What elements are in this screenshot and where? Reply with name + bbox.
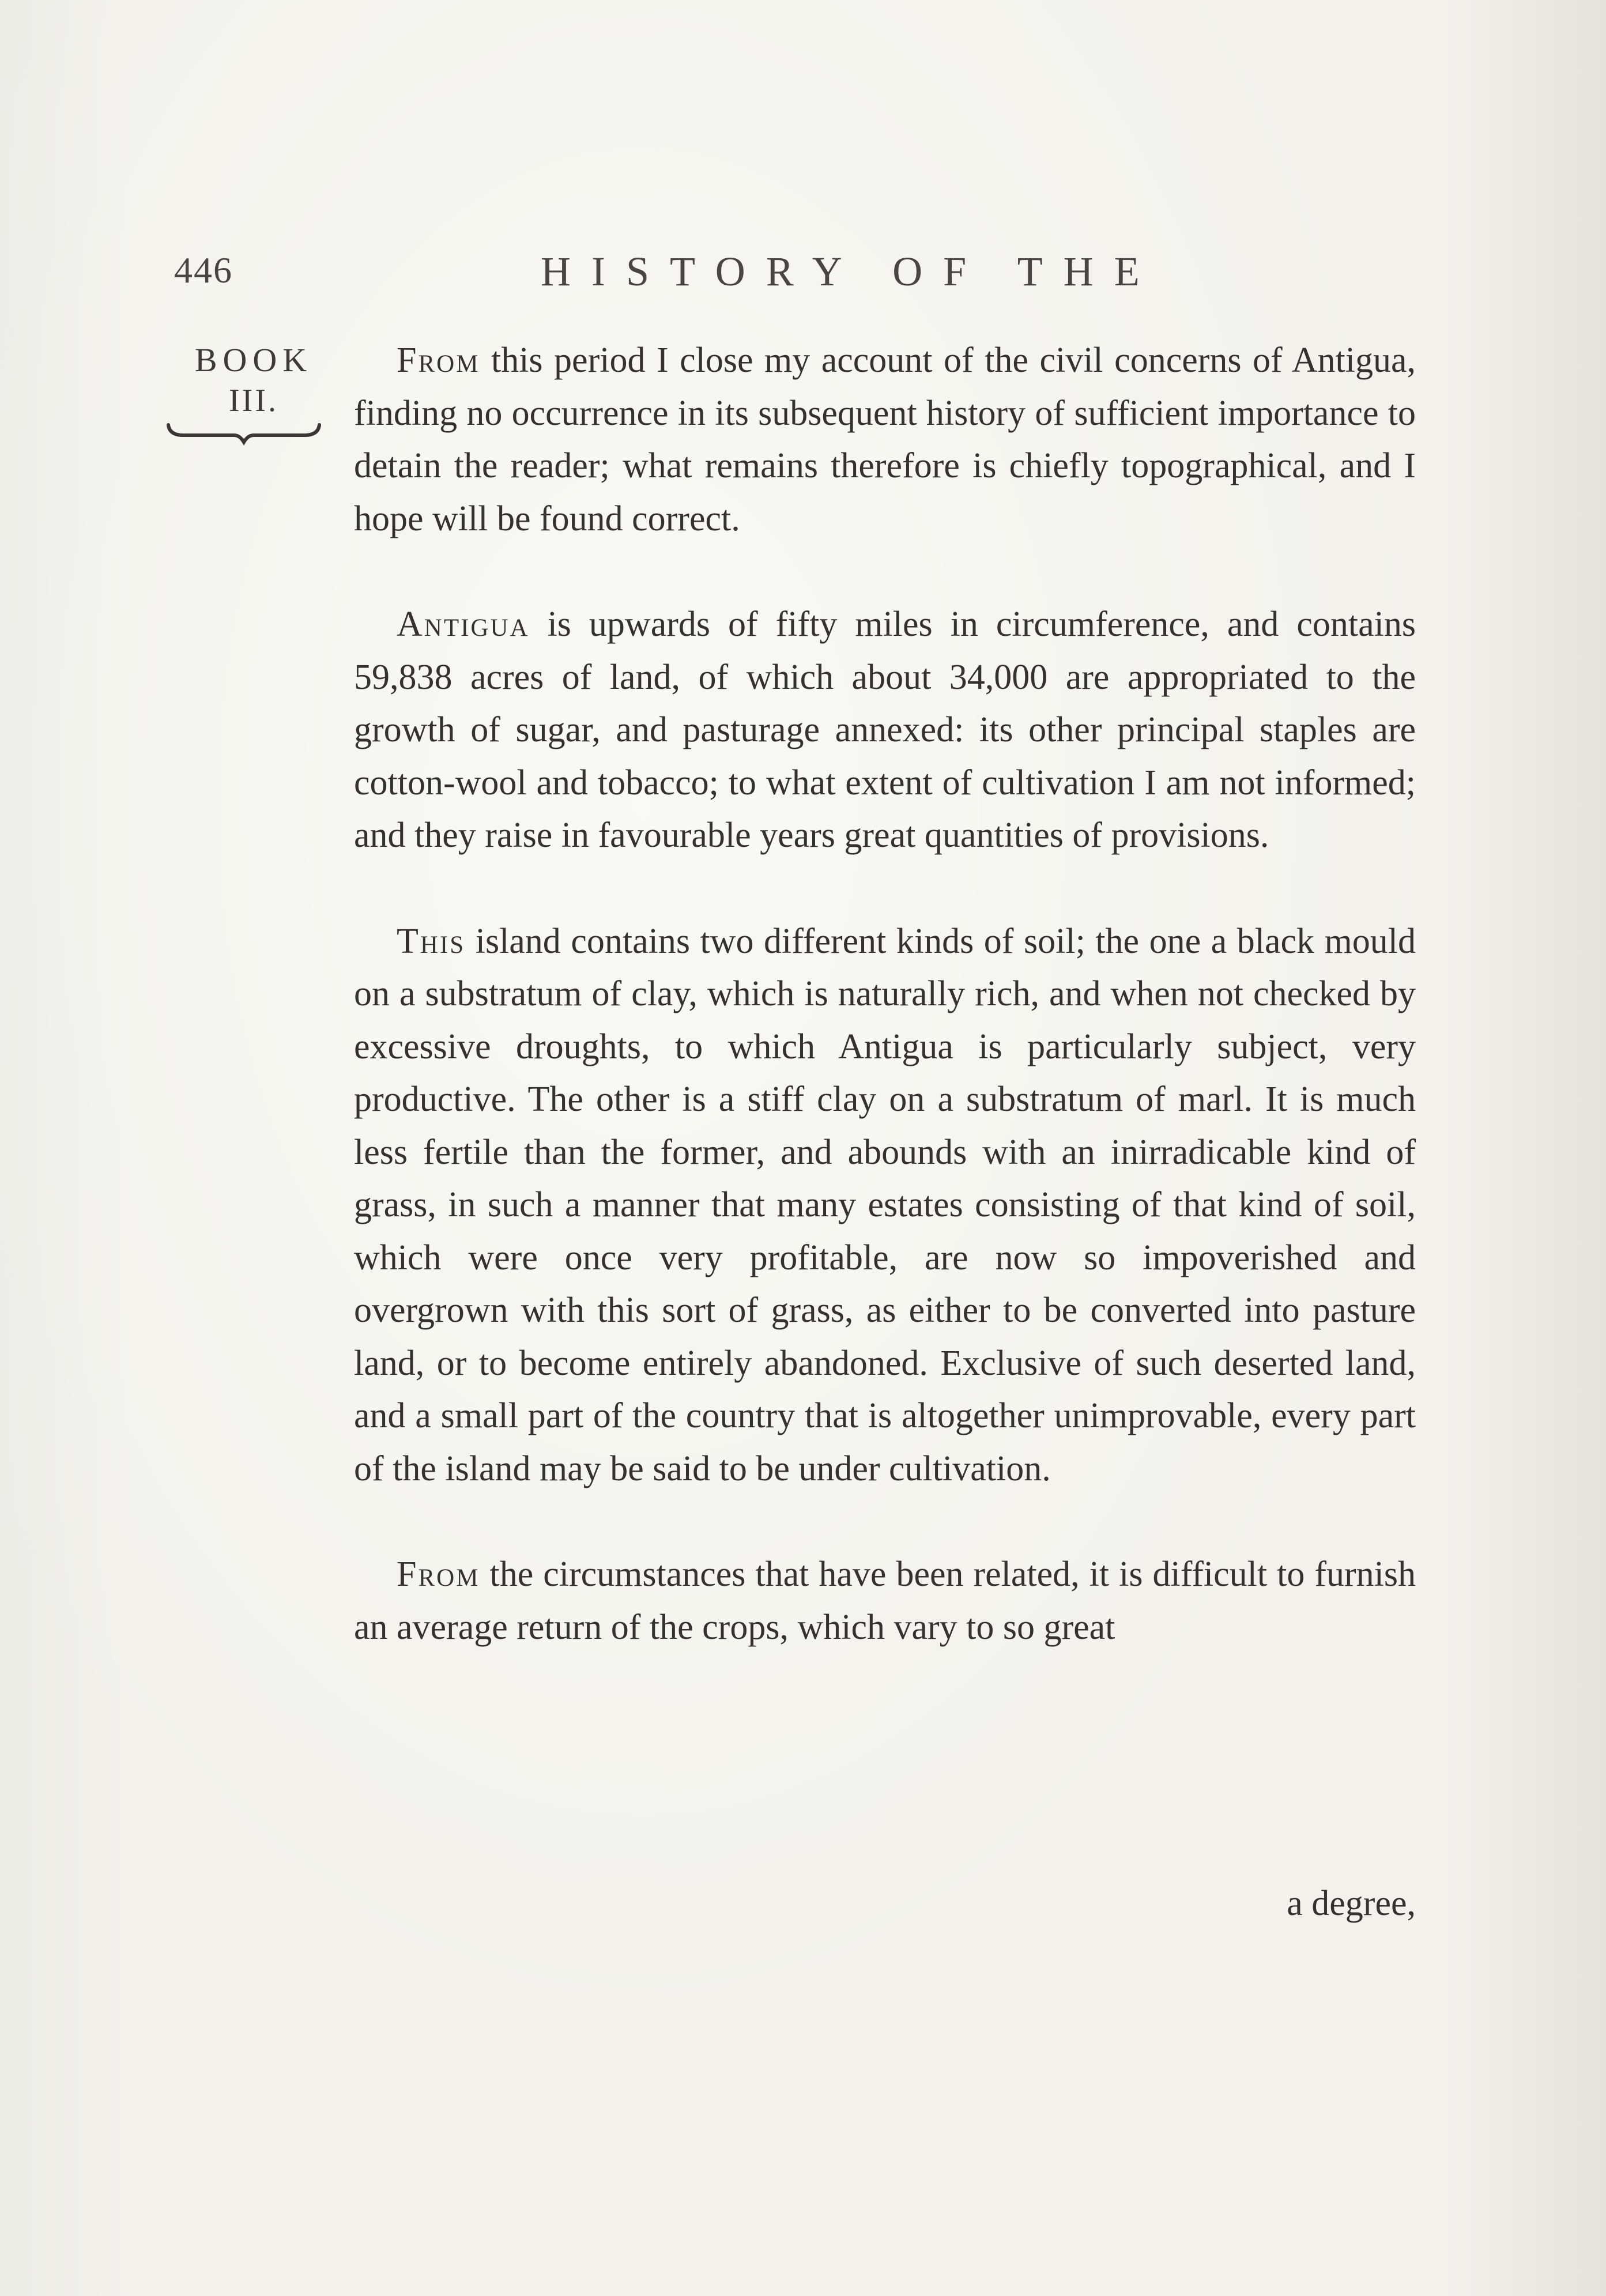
paragraph-4: [354, 1548, 1416, 1654]
paragraph-2: [354, 598, 1416, 862]
book-number: III.: [229, 383, 278, 419]
paragraph-2-text: is upwards of fifty miles in circumference, and contains 59,838 acres of land, of which about 34,000 are appropriated to the growth of sugar, and pasturage annexed: its other principal staples are cotton-wool and tobacco; to what extent of cultivation I am not informed; and they raise in favourable years great quantities of provisions.: [354, 605, 1416, 855]
paragraph-4-text: the circumstances that have been related, it is difficult to furnish an average return of the crops, which vary to so great: [354, 1555, 1416, 1647]
paragraph-1-lead: From: [397, 341, 480, 380]
margin-book-label: [173, 340, 334, 421]
book-label: BOOK: [194, 341, 313, 379]
paragraph-1-text: this period I close my account of the civil concerns of Antigua, finding no occurrence in its subsequent history of sufficient importance to detain the reader; what remains therefore is chiefly topographical, and I hope will be found correct.: [354, 341, 1416, 538]
paragraph-3-text: island contains two different kinds of soil; the one a black mould on a substratum of clay, which is naturally rich, and when not checked by excessive droughts, to which Antigua is particularly subject, very productive. The other is a stiff clay on a substratum of marl. It is much less fertile than the former, and abounds with an inirradicable kind of grass, in such a manner that many estates consisting of that kind of soil, which were once very profitable, are now so impoverished and overgrown with this sort of grass, as either to be converted into pasture land, or to become entirely abandoned. Exclusive of such deserted land, and a small part of the country that is altogether unimprovable, every part of the island may be said to be under cultivation.: [354, 921, 1416, 1488]
brace-ornament: [166, 423, 322, 446]
body-text: [354, 334, 1416, 1654]
running-head: HISTORY OF THE: [541, 248, 1160, 295]
paragraph-3-lead: This: [397, 921, 466, 961]
paragraph-3: [354, 915, 1416, 1496]
paragraph-2-lead: Antigua: [397, 605, 530, 644]
paragraph-1: [354, 334, 1416, 545]
paragraph-4-lead: From: [397, 1555, 480, 1594]
catchword: a degree,: [1287, 1884, 1416, 1923]
page-number: 446: [174, 250, 233, 291]
